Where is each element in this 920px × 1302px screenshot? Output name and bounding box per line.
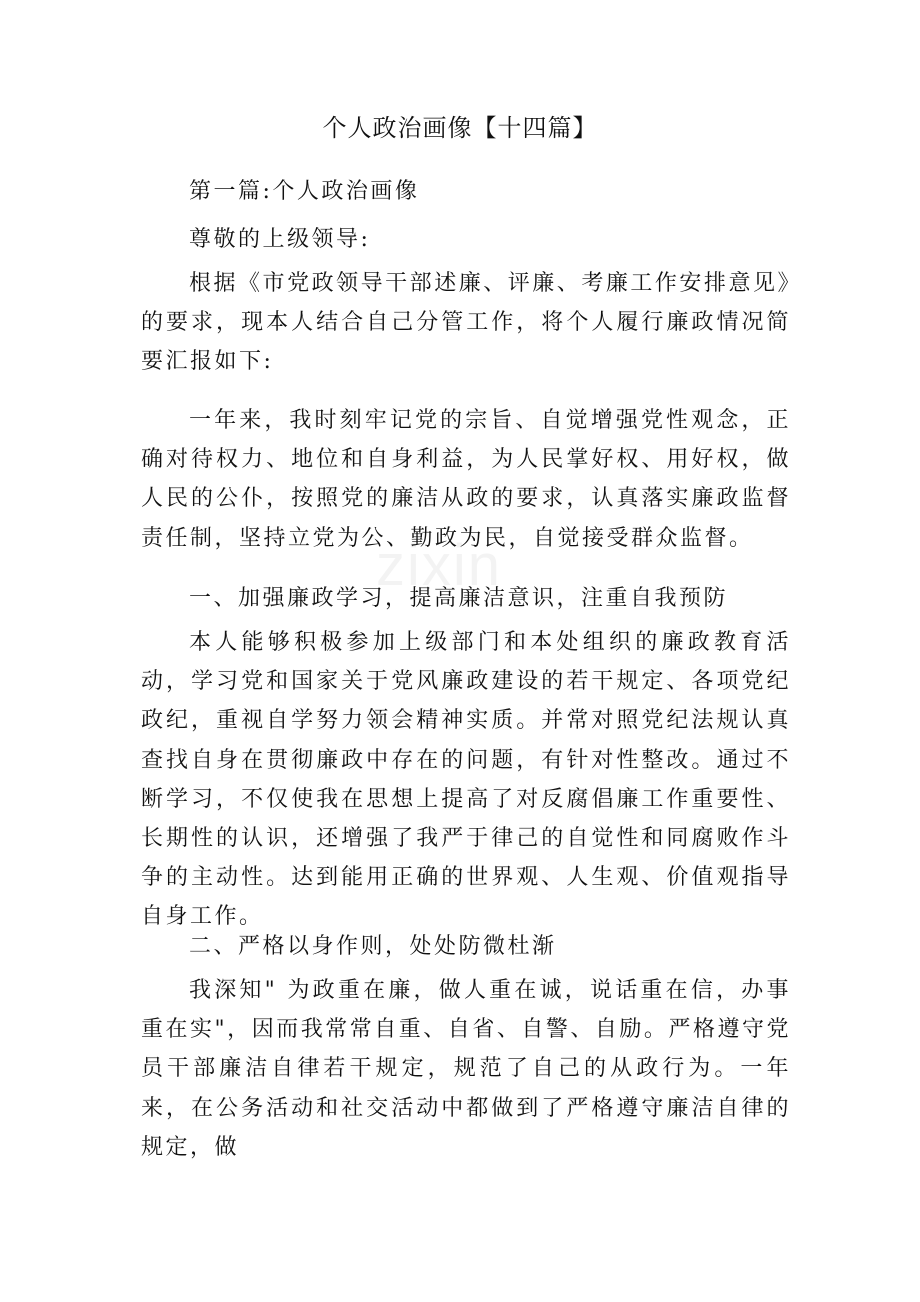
section-body-1: 本人能够积极参加上级部门和本处组织的廉政教育活动，学习党和国家关于党风廉政建设的若干规定、各项党纪政纪，重视自学努力领会精神实质。并常对照党纪法规认真查找自身在贯彻廉政中存在的问题，有针对性整改。通过不断学习，不仅使我在思想上提高了对反腐倡廉工作重要性、长期性的认识，还增强了我严于律己的自觉性和同腐败作斗争的主动性。达到能用正确的世界观、人生观、价值观指导自身工作。 bbox=[141, 630, 791, 930]
document-title: 个人政治画像【十四篇】 bbox=[322, 114, 598, 142]
chapter-heading: 第一篇:个人政治画像 bbox=[189, 179, 420, 204]
section-heading-1: 一、加强廉政学习，提高廉洁意识，注重自我预防 bbox=[189, 586, 729, 611]
watermark: zixin bbox=[376, 533, 503, 598]
section-heading-2: 二、严格以身作则，处处防微杜渐 bbox=[189, 934, 557, 959]
paragraph-intro: 根据《市党政领导干部述廉、评廉、考廉工作安排意见》的要求，现本人结合自己分管工作，将个人履行廉政情况简要汇报如下: bbox=[141, 271, 791, 375]
section-body-2: 我深知" 为政重在廉，做人重在诚，说话重在信，办事重在实"，因而我常常自重、自省、自警、自励。严格遵守党员干部廉洁自律若干规定，规范了自己的从政行为。一年来，在公务活动和社交活动中都做到了严格遵守廉洁自律的规定，做 bbox=[141, 978, 791, 1160]
greeting: 尊敬的上级领导: bbox=[189, 227, 371, 252]
paragraph-summary: 一年来，我时刻牢记党的宗旨、自觉增强党性观念，正确对待权力、地位和自身利益，为人民掌好权、用好权，做人民的公仆，按照党的廉洁从政的要求，认真落实廉政监督责任制，坚持立党为公、勤政为民，自觉接受群众监督。 bbox=[141, 408, 791, 551]
